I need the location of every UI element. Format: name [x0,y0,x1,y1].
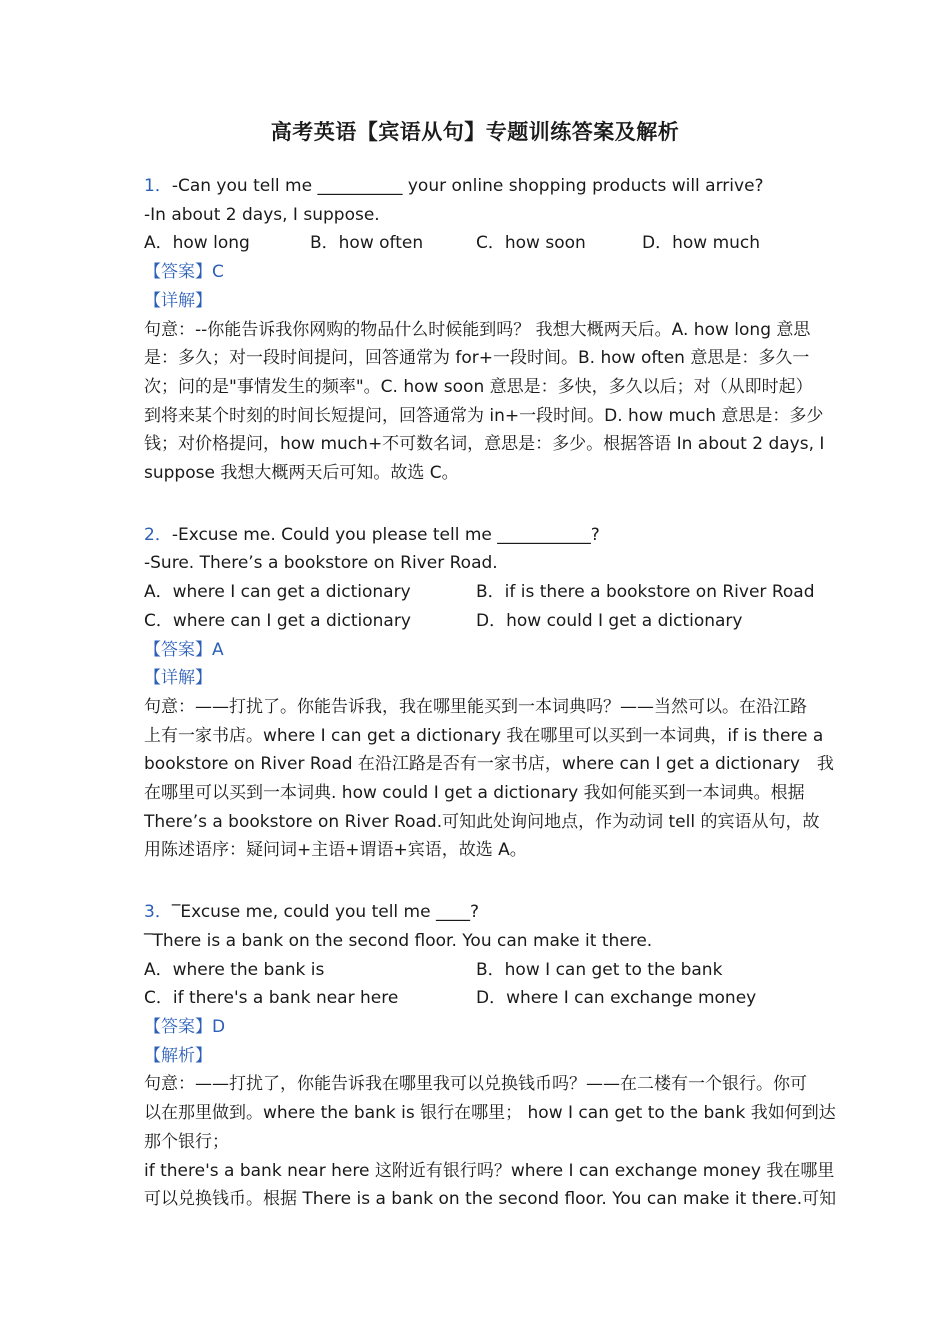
explanation-line: 那个银行； [144,1131,229,1152]
question-stem: 1．-Can you tell me __________ your online shopping products will arrive? [144,176,764,196]
explanation-line: 用陈述语序：疑问词+主语+谓语+宾语，故选 A。 [144,840,527,861]
answer-value: A [212,639,224,660]
explanation-line: There’s a bookstore on River Road.可知此处询问地点，作为动词 tell 的宾语从句，故 [144,811,820,832]
option-list [144,229,808,258]
explanation-line: 是：多久；对一段时间提问，回答通常为 for+一段时间。B. how often 意思是：多久一 [144,348,810,369]
question-reply: ‾There is a bank on the second floor. You can make it there. [144,930,653,951]
explanation-text [144,693,834,865]
answer-line [144,258,808,287]
option-d: D．where I can exchange money [476,988,757,1009]
option-d: D．how much [642,233,761,254]
explanation-tag: 【详解】 [144,290,212,311]
explanation-tag: 【详解】 [144,668,212,689]
answer-tag: 【答案】 [144,639,212,660]
explanation-line: 句意：——打扰了。你能告诉我，我在哪里能买到一本词典吗？——当然可以。在沿江路 [144,696,807,717]
explanation-line: 在哪里可以买到一本词典. how could I get a dictionary 我如何能买到一本词典。根据 [144,783,805,804]
option-c: C．how soon [476,233,586,254]
explanation-line: bookstore on River Road 在沿江路是否有一家书店，where can I get a dictionary 我 [144,754,834,775]
question-number: 1． [144,176,172,196]
question-stem: 3．‾Excuse me, could you tell me ____? [144,902,479,923]
question-number: 2． [144,524,172,545]
question-stem: 2．-Excuse me. Could you please tell me ___________? [144,524,600,545]
explanation-line: 句意：--你能告诉我你网购的物品什么时候能到吗？ 我想大概两天后。A. how long 意思 [144,319,811,340]
question-number: 3． [144,902,172,923]
explanation-line: 钱；对价格提问，how much+不可数名词，意思是：多少。根据答语 In about 2 days, I [144,434,825,455]
explanation-tag: 【解析】 [144,1045,212,1066]
answer-value: D [212,1016,226,1037]
explanation-text [144,316,825,488]
option-row [144,984,808,1013]
option-a: A．how long [144,233,250,254]
question-reply: -In about 2 days, I suppose. [144,204,380,225]
explanation-line: 到将来某个时刻的时间长短提问，回答通常为 in+一段时间。D. how much 意思是：多少 [144,405,824,426]
option-b: B．if is there a bookstore on River Road [476,582,815,603]
option-c: C．where can I get a dictionary [144,610,411,631]
explanation-line: 上有一家书店。where I can get a dictionary 我在哪里可以买到一本词典，if is there a [144,725,824,746]
explanation-line: if there's a bank near here 这附近有银行吗？where I can exchange money 我在哪里 [144,1160,835,1181]
option-row [144,956,808,985]
document-body [144,172,837,1214]
question-3 [144,898,837,1214]
explanation-text [144,1070,837,1214]
answer-line [144,1013,808,1042]
option-b: B．how often [310,233,424,254]
question-1 [144,172,825,488]
explanation-line: 可以兑换钱币。根据 There is a bank on the second floor. You can make it there.可知 [144,1189,837,1210]
option-row [144,578,815,607]
answer-line [144,636,808,665]
answer-tag: 【答案】 [144,262,212,283]
question-reply: -Sure. There’s a bookstore on River Road. [144,553,498,574]
answer-tag: 【答案】 [144,1016,212,1037]
option-a: A．where the bank is [144,959,325,980]
explanation-line: suppose 我想大概两天后可知。故选 C。 [144,463,459,484]
answer-value: C [212,262,224,283]
option-a: A．where I can get a dictionary [144,582,411,603]
option-b: B．how I can get to the bank [476,959,723,980]
document-title: 高考英语【宾语从句】专题训练答案及解析 [270,120,680,144]
explanation-line: 句意：——打扰了，你能告诉我在哪里我可以兑换钱币吗？——在二楼有一个银行。你可 [144,1074,807,1095]
explanation-line: 次；问的是"事情发生的频率"。C. how soon 意思是：多快，多久以后；对（从即时起） [144,376,813,397]
option-d: D．how could I get a dictionary [476,610,743,631]
option-row [144,607,808,636]
option-c: C．if there's a bank near here [144,988,399,1009]
explanation-line: 以在那里做到。where the bank is 银行在哪里； how I can get to the bank 我如何到达 [144,1103,836,1124]
question-2 [144,521,834,865]
